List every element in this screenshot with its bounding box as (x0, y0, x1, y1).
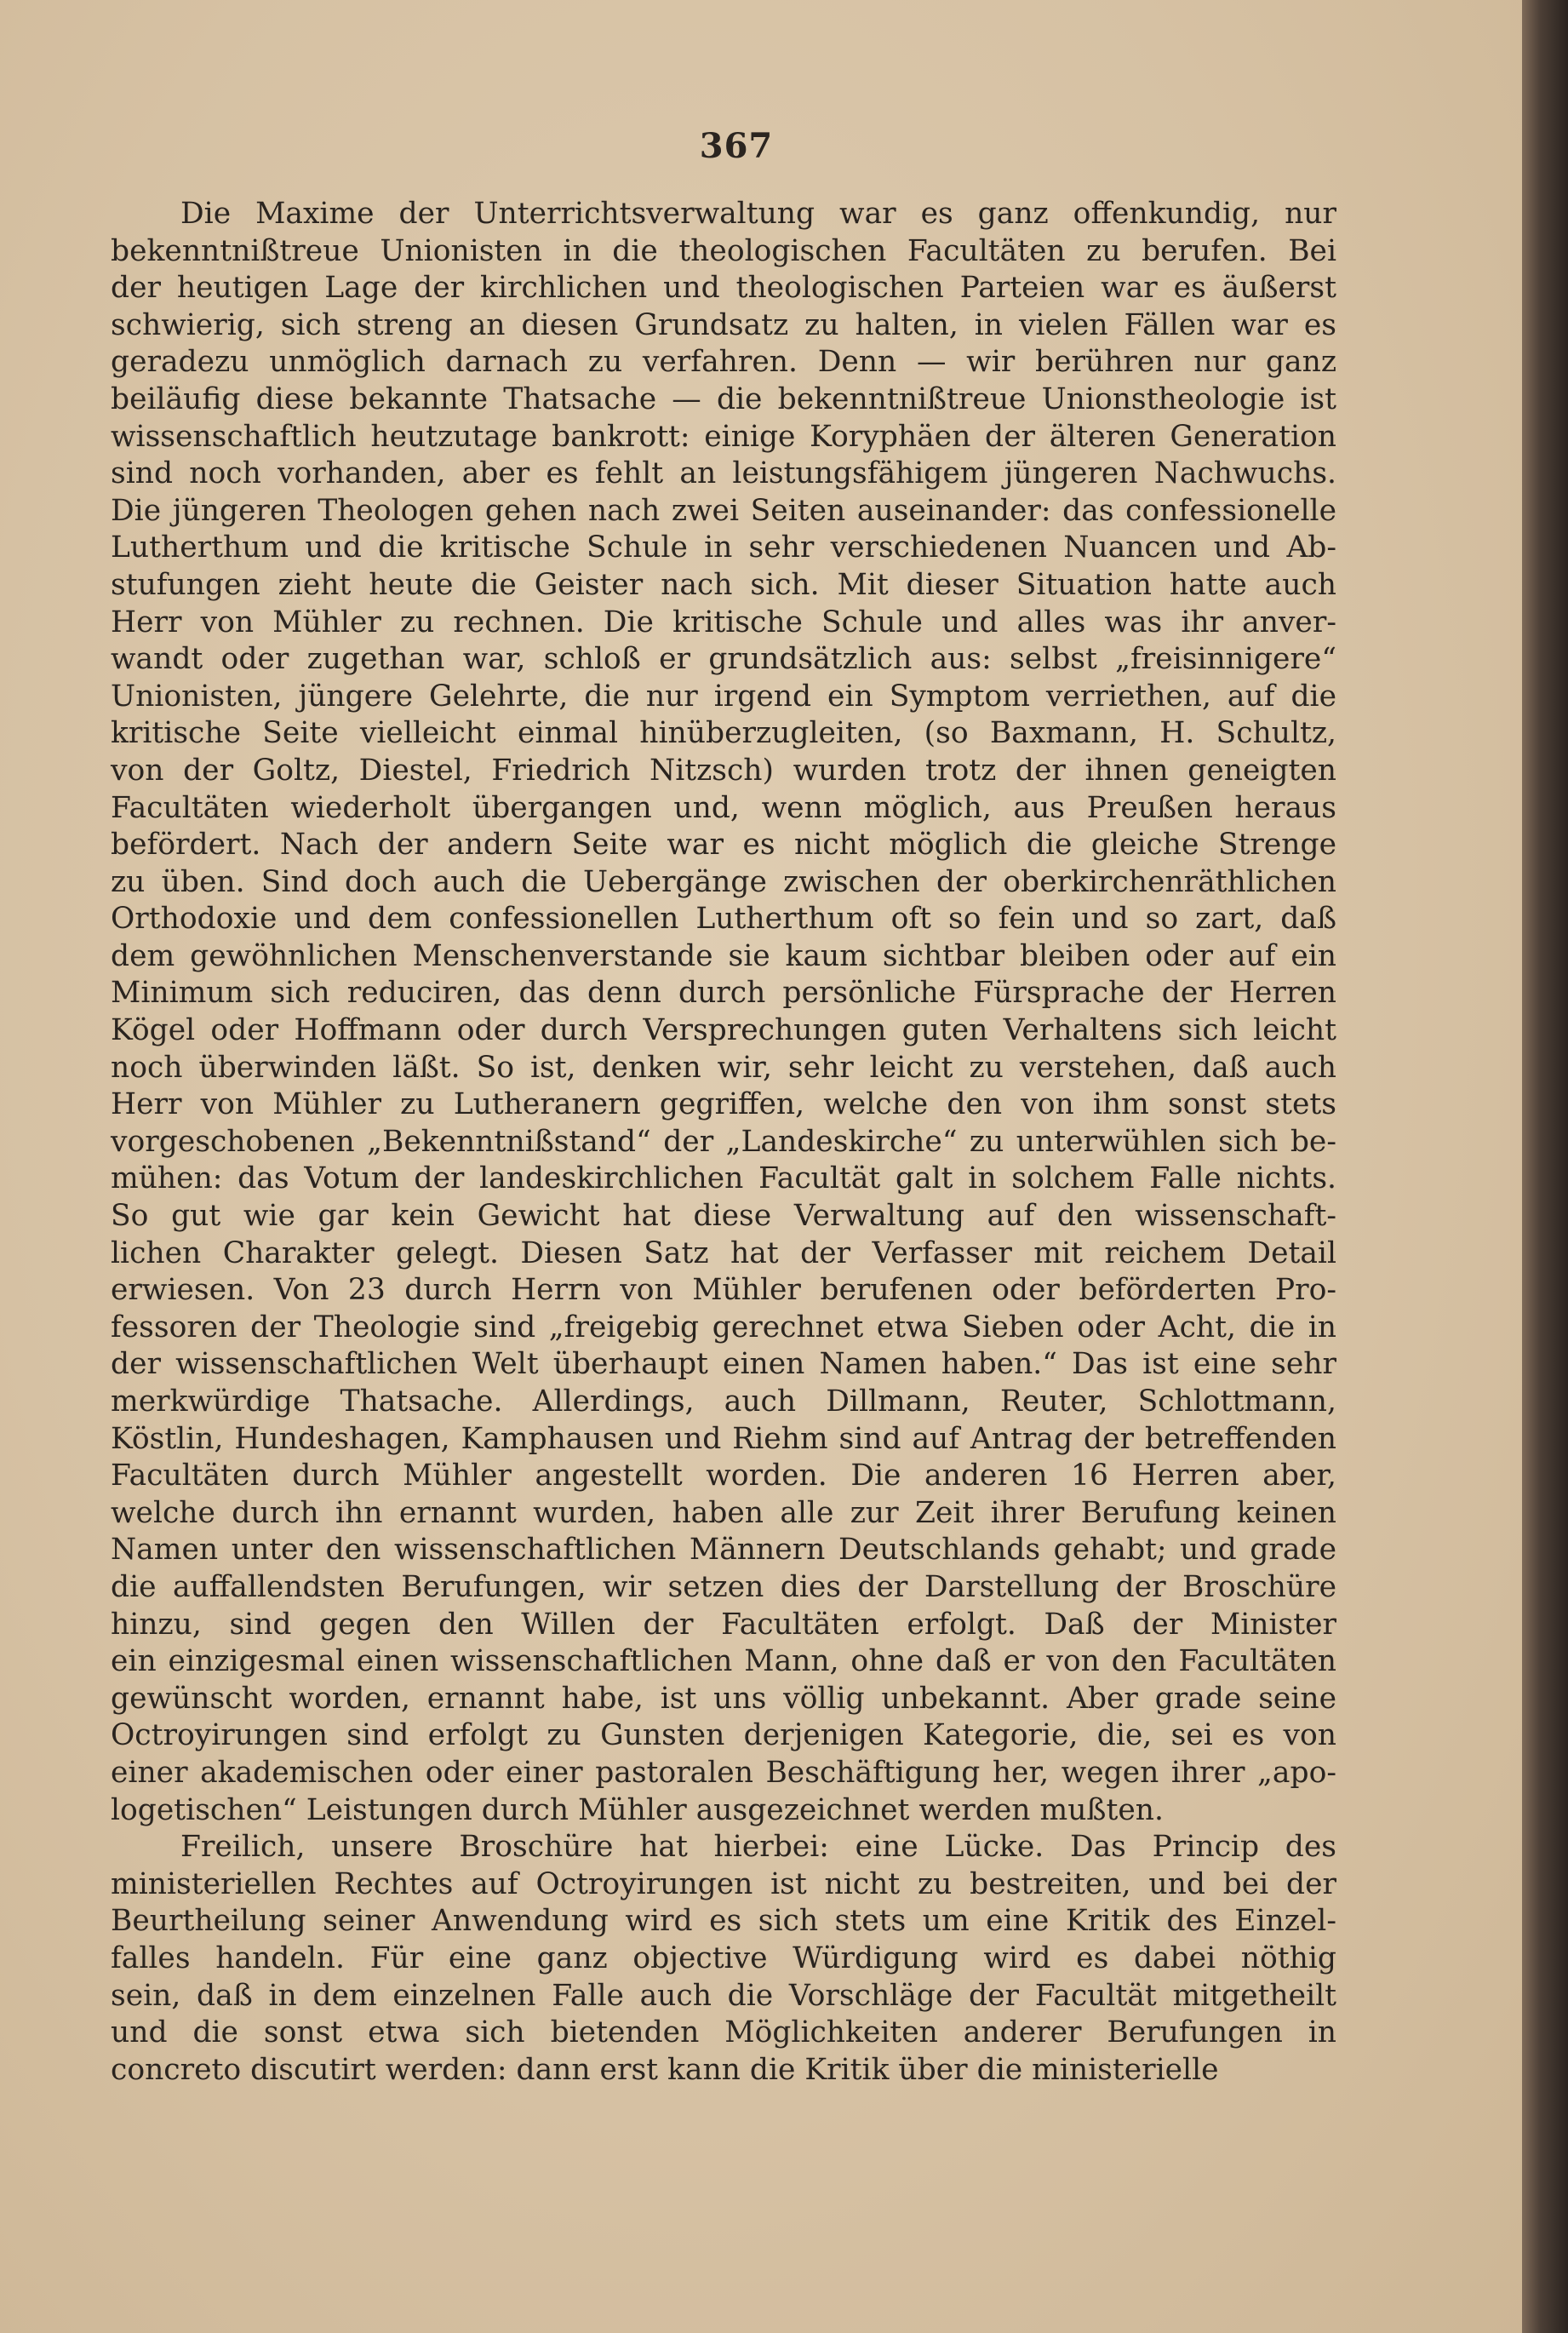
text-line: lichen Charakter gelegt. Diesen Satz hat der Verfasser mit reichem Detail (111, 1235, 1336, 1270)
text-line: die auffallendsten Berufungen, wir setzen dies der Darstellung der Broschüre (111, 1569, 1336, 1604)
text-line: Freilich, unsere Broschüre hat hierbei: eine Lücke. Das Princip des (180, 1830, 1336, 1865)
text-line: Beurtheilung seiner Anwendung wird es sich stets um eine Kritik des Einzel- (111, 1904, 1336, 1939)
text-line: kritische Seite vielleicht einmal hinüberzugleiten, (so Baxmann, H. Schultz, (111, 716, 1336, 751)
text-line: merkwürdige Thatsache. Allerdings, auch Dillmann, Reuter, Schlottmann, (111, 1384, 1336, 1419)
text-line: mühen: das Votum der landeskirchlichen Facultät galt in solchem Falle nichts. (111, 1161, 1336, 1196)
text-line: gewünscht worden, ernannt habe, ist uns völlig unbekannt. Aber grade seine (111, 1681, 1336, 1716)
text-line: Minimum sich reduciren, das denn durch persönliche Fürsprache der Herren (111, 976, 1336, 1011)
text-line: Facultäten wiederholt übergangen und, wenn möglich, aus Preußen heraus (111, 790, 1336, 825)
text-line: Unionisten, jüngere Gelehrte, die nur irgend ein Symptom verriethen, auf die (111, 679, 1336, 714)
text-line: der heutigen Lage der kirchlichen und theologischen Parteien war es äußerst (111, 271, 1336, 306)
text-line: fessoren der Theologie sind „freigebig gerechnet etwa Sieben oder Acht, die in (111, 1310, 1336, 1344)
text-line: vorgeschobenen „Bekenntnißstand“ der „Landeskirche“ zu unterwühlen sich be- (111, 1124, 1336, 1159)
book-page-edge (1522, 0, 1568, 2333)
text-line: dem gewöhnlichen Menschenverstande sie kaum sichtbar bleiben oder auf ein (111, 938, 1336, 973)
text-line: geradezu unmöglich darnach zu verfahren. Denn — wir berühren nur ganz (111, 345, 1336, 380)
text-line: welche durch ihn ernannt wurden, haben alle zur Zeit ihrer Berufung keinen (111, 1495, 1336, 1530)
text-line: erwiesen. Von 23 durch Herrn von Mühler berufenen oder beförderten Pro- (111, 1273, 1336, 1308)
text-line: von der Goltz, Diestel, Friedrich Nitzsch) wurden trotz der ihnen geneigten (111, 753, 1336, 788)
text-line: Facultäten durch Mühler angestellt worden. Die anderen 16 Herren aber, (111, 1459, 1336, 1493)
text-line: stufungen zieht heute die Geister nach sich. Mit dieser Situation hatte auch (111, 567, 1336, 602)
text-line: wissenschaftlich heutzutage bankrott: einige Koryphäen der älteren Generation (111, 419, 1336, 454)
text-line: logetischen“ Leistungen durch Mühler ausgezeichnet werden mußten. (111, 1792, 1164, 1827)
text-line: Köstlin, Hundeshagen, Kamphausen und Riehm sind auf Antrag der betreffenden (111, 1421, 1336, 1456)
text-line: einer akademischen oder einer pastoralen Beschäftigung her, wegen ihrer „apo- (111, 1755, 1336, 1790)
text-line: Kögel oder Hoffmann oder durch Versprechungen guten Verhaltens sich leicht (111, 1013, 1336, 1048)
text-line: Orthodoxie und dem confessionellen Lutherthum oft so fein und so zart, daß (111, 902, 1336, 937)
paragraph (111, 1829, 1336, 2089)
text-line: ministeriellen Rechtes auf Octroyirungen ist nicht zu bestreiten, und bei der (111, 1866, 1336, 1901)
text-line: ein einzigesmal einen wissenschaftlichen Mann, ohne daß er von den Facultäten (111, 1644, 1336, 1679)
text-line: und die sonst etwa sich bietenden Möglichkeiten anderer Berufungen in (111, 2015, 1336, 2050)
text-line: hinzu, sind gegen den Willen der Facultäten erfolgt. Daß der Minister (111, 1607, 1336, 1642)
text-line: noch überwinden läßt. So ist, denken wir, sehr leicht zu verstehen, daß auch (111, 1050, 1336, 1085)
text-line: wandt oder zugethan war, schloß er grundsätzlich aus: selbst „freisinnigere“ (111, 642, 1336, 677)
paragraph (111, 196, 1336, 1829)
text-line: Herr von Mühler zu rechnen. Die kritische Schule und alles was ihr anver- (111, 605, 1336, 639)
text-line: Lutherthum und die kritische Schule in sehr verschiedenen Nuancen und Ab- (111, 530, 1336, 565)
text-line: befördert. Nach der andern Seite war es nicht möglich die gleiche Strenge (111, 828, 1336, 863)
text-line: So gut wie gar kein Gewicht hat diese Verwaltung auf den wissenschaft- (111, 1199, 1336, 1234)
text-line: bekenntnißtreue Unionisten in die theologischen Facultäten zu berufen. Bei (111, 233, 1336, 268)
text-line: Die Maxime der Unterrichtsverwaltung war es ganz offenkundig, nur (180, 197, 1336, 231)
text-line: sind noch vorhanden, aber es fehlt an leistungsfähigem jüngeren Nachwuchs. (111, 456, 1336, 491)
text-line: schwierig, sich streng an diesen Grundsatz zu halten, in vielen Fällen war es (111, 307, 1336, 342)
text-line: sein, daß in dem einzelnen Falle auch die Vorschläge der Facultät mitgetheilt (111, 1978, 1336, 2013)
text-line: Namen unter den wissenschaftlichen Männern Deutschlands gehabt; und grade (111, 1533, 1336, 1568)
text-line: der wissenschaftlichen Welt überhaupt einen Namen haben.“ Das ist eine sehr (111, 1347, 1336, 1382)
body-text (111, 196, 1336, 2089)
text-line: Herr von Mühler zu Lutheranern gegriffen, welche den von ihm sonst stets (111, 1087, 1336, 1122)
text-line: zu üben. Sind doch auch die Uebergänge zwischen der oberkirchenräthlichen (111, 864, 1336, 899)
text-line: beiläufig diese bekannte Thatsache — die bekenntnißtreue Unionstheologie ist (111, 381, 1336, 416)
text-line: Octroyirungen sind erfolgt zu Gunsten derjenigen Kategorie, die, sei es von (111, 1718, 1336, 1753)
text-line: Die jüngeren Theologen gehen nach zwei Seiten auseinander: das confessionelle (111, 493, 1336, 528)
text-line: falles handeln. Für eine ganz objective Würdigung wird es dabei nöthig (111, 1940, 1336, 1975)
page-number: 367 (699, 126, 774, 166)
text-line: concreto discutirt werden: dann erst kann die Kritik über die ministerielle (111, 2052, 1219, 2087)
